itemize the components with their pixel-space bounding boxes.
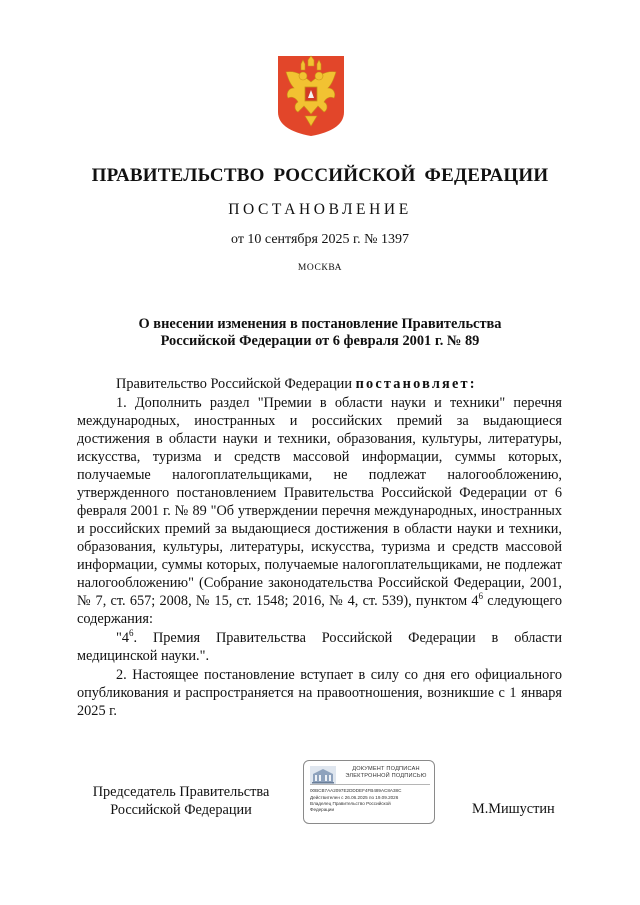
decree-subject [0,316,640,350]
signer-title-line-2: Российской Федерации [110,802,252,818]
intro-paragraph [77,375,562,393]
decree-type: ПОСТАНОВЛЕНИЕ [228,201,412,218]
stamp-certificate: 00BCB7AA2097E2DDDEF4FB489AC8A38C [310,788,402,793]
quoted-item-superscript: 6 [129,628,134,639]
stamp-heading [340,766,432,780]
signer-title [76,783,286,819]
stamp-divider [310,784,430,785]
government-building-icon [310,766,336,784]
decree-body [77,375,562,720]
stamp-heading-line-1: ДОКУМЕНТ ПОДПИСАН [352,766,420,772]
stamp-heading-line-2: ЭЛЕКТРОННОЙ ПОДПИСЬЮ [345,773,427,779]
stamp-owner-line-1: Владелец Правительство Российской [310,801,391,806]
decree-date-number: от 10 сентября 2025 г. № 1397 [231,232,409,247]
subject-line-1: О внесении изменения в постановление Правительства [138,316,502,332]
government-title: ПРАВИТЕЛЬСТВО РОССИЙСКОЙ ФЕДЕРАЦИИ [91,165,549,186]
coat-of-arms-icon [276,54,346,138]
paragraph-1-superscript: 6 [478,591,483,602]
stamp-validity: Действителен с 26.06.2025 по 19.09.2026 [310,795,399,800]
paragraph-1-main: 1. Дополнить раздел "Премии в области науки и техники" перечня международных, иностранных и российских премий за выдающиеся достижения в области науки и техники, образования, культуры, литературы, искусства, туризма и средств массовой информации, суммы которых, получаемые налогоплательщиками, не подлежат налогообложению, утвержденного постановлением Правительства Российской Федерации от 6 февраля 2001 г. № 89 "Об утверждении перечня международных, иностранных и российских премий за выдающиеся достижения в области науки и техники, образования, культуры, литературы, искусства, туризма и средств массовой информации, суммы которых, получаемые налогоплательщиками, не подлежат налогообложению" (Собрание законодательства Российской Федерации, 2001, № 7, ст. 657; 2008, № 15, ст. 1548; 2016, № 4, ст. 539), пунктом 4 [77,395,562,609]
paragraph-1 [77,394,562,628]
paragraph-1-tail: следующего содержания: [77,593,562,627]
intro-lead: Правительство Российской Федерации [116,376,356,392]
decree-city: МОСКВА [297,263,343,273]
subject-line-2: Российской Федерации от 6 февраля 2001 г. № 89 [160,333,480,349]
signer-title-line-1: Председатель Правительства [92,784,270,800]
paragraph-2: 2. Настоящее постановление вступает в силу со дня его официального опубликования и распространяется на правоотношения, возникшие с 1 января 2025 г. [77,667,562,719]
signer-name: М.Мишустин [472,801,555,817]
paragraph-quoted-item [77,629,562,665]
intro-spaced: постановляет: [355,376,477,392]
stamp-owner-line-2: Федерации [310,807,335,812]
quoted-item-open: "4 [116,630,129,646]
quoted-item-text: . Премия Правительства Российской Федерации в области медицинской науки.". [77,630,562,664]
electronic-signature-stamp [303,760,435,824]
